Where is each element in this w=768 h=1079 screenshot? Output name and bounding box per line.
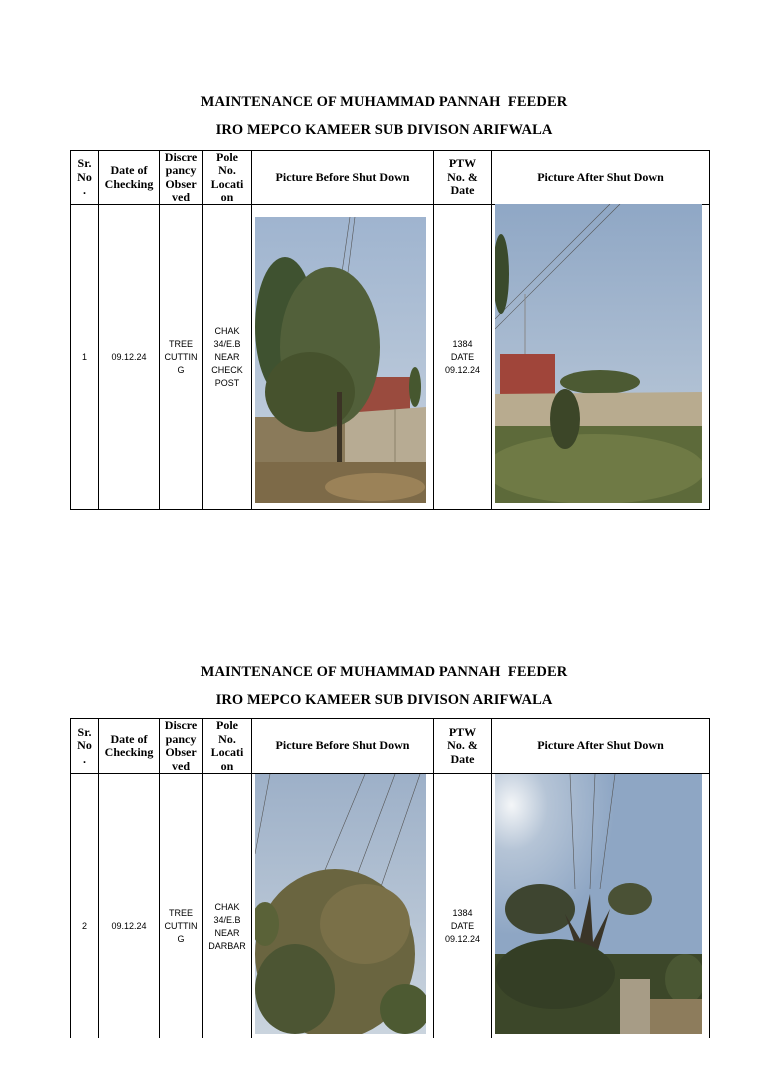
header-discrepancy-observed: Discre pancy Obser ved: [164, 149, 198, 204]
cell-discrepancy: TREE CUTTIN G: [164, 338, 198, 375]
photo-before-shutdown: [255, 774, 426, 1034]
cell-ptw: 1384 DATE 09.12.24: [444, 338, 481, 375]
report-title: MAINTENANCE OF MUHAMMAD PANNAH FEEDER: [200, 664, 568, 680]
cell-sr-no: 1: [81, 351, 87, 362]
cell-date: 09.12.24: [111, 351, 147, 362]
report-subtitle: IRO MEPCO KAMEER SUB DIVISON ARIFWALA: [215, 692, 553, 708]
report-title: MAINTENANCE OF MUHAMMAD PANNAH FEEDER: [200, 94, 568, 110]
cell-location: CHAK 34/E.B NEAR DARBAR: [208, 901, 246, 951]
photo-before-shutdown: [255, 217, 426, 503]
cell-location: CHAK 34/E.B NEAR CHECK POST: [211, 325, 243, 388]
header-discrepancy-observed: Discre pancy Obser ved: [164, 718, 198, 773]
header-pole-location: Pole No. Locati on: [210, 149, 244, 204]
photo-after-shutdown: [495, 204, 702, 503]
header-pole-location: Pole No. Locati on: [210, 718, 244, 773]
header-ptw: PTW No. & Date: [447, 724, 478, 766]
header-picture-before: Picture Before Shut Down: [275, 169, 410, 184]
header-sr-no: Sr. No .: [77, 156, 92, 198]
header-picture-before: Picture Before Shut Down: [275, 738, 410, 753]
header-sr-no: Sr. No .: [77, 724, 92, 766]
cell-ptw: 1384 DATE 09.12.24: [444, 908, 481, 944]
report-subtitle: IRO MEPCO KAMEER SUB DIVISON ARIFWALA: [215, 122, 553, 138]
header-picture-after: Picture After Shut Down: [537, 738, 664, 753]
header-date-of-checking: Date of Checking: [104, 163, 154, 191]
header-date-of-checking: Date of Checking: [104, 731, 154, 759]
cell-discrepancy: TREE CUTTIN G: [164, 908, 198, 944]
header-picture-after: Picture After Shut Down: [537, 169, 664, 184]
cell-sr-no: 2: [81, 921, 87, 931]
cell-date: 09.12.24: [111, 921, 147, 931]
header-ptw: PTW No. & Date: [447, 156, 478, 198]
photo-after-shutdown: [495, 774, 702, 1034]
maintenance-table: [70, 150, 710, 510]
maintenance-table: [70, 718, 710, 1038]
